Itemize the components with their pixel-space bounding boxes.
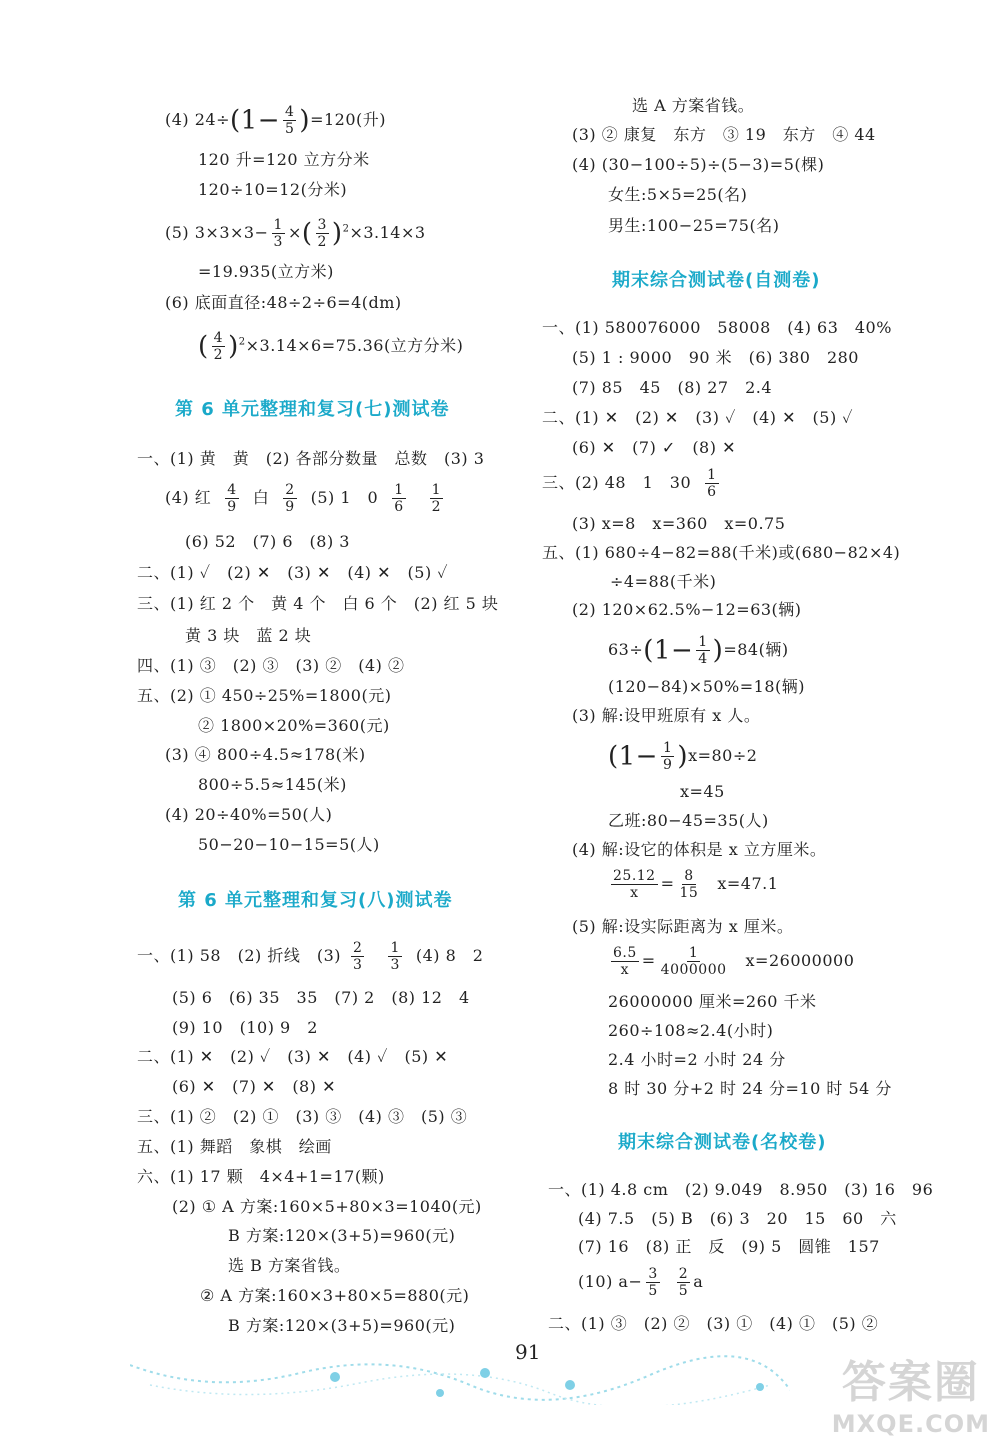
answer-line: (3) x=8 x=360 x=0.75: [572, 514, 786, 533]
fraction: $\frac{3}{5}$: [648, 1266, 658, 1299]
answer-line: B 方案:120×(3+5)=960(元): [228, 1226, 456, 1245]
decorative-wave: [130, 1345, 790, 1405]
page-number: 91: [515, 1340, 541, 1364]
answer-line: ② 1800×20%=360(元): [198, 716, 390, 735]
answer-line: (9) 10 (10) 9 2: [172, 1018, 318, 1037]
answer-line: (4) 解:设它的体积是 x 立方厘米。: [572, 840, 827, 859]
answer-line: (6) 底面直径:48÷2÷6=4(dm): [165, 293, 402, 312]
answer-line: 六、(1) 17 颗 4×4+1=17(颗): [137, 1167, 385, 1186]
answer-line: 五、(1) 舞蹈 象棋 绘画: [137, 1137, 332, 1156]
answer-line: 乙班:80−45=35(人): [608, 811, 769, 830]
answer-line: ( $\frac{4}{2}$ )$^2$×3.14×6=75.36(立方分米): [198, 330, 464, 363]
answer-line: 二、(1) ✓ (2) ✕ (3) ✕ (4) ✕ (5) ✓: [137, 563, 449, 582]
fraction: $\frac{8}{15}$: [679, 868, 699, 901]
answer-line: 26000000 厘米=260 千米: [608, 992, 817, 1011]
fraction: $\frac{1}{4}$: [698, 634, 708, 667]
answer-line: B 方案:120×(3+5)=960(元): [228, 1316, 456, 1335]
answer-line: 选 A 方案省钱。: [632, 96, 755, 115]
fraction: $\frac{6.5}{x}$: [613, 945, 637, 978]
answer-line: 三、(1) 红 2 个 黄 4 个 白 6 个 (2) 红 5 块: [137, 594, 499, 613]
fraction: $\frac{4}{2}$: [213, 330, 224, 363]
answer-line: 120 升=120 立方分米: [198, 150, 370, 169]
answer-line: 五、(1) 680÷4−82=88(千米)或(680−82×4): [542, 543, 901, 562]
answer-line: (4) 红 $\frac{4}{9}$ 白 $\frac{2}{9}$ (5) 1 0 $\frac{1}{6}$ $\frac{1}{2}$: [165, 482, 442, 515]
fraction: $\frac{1}{6}$: [394, 482, 404, 515]
fraction: $\frac{1}{6}$: [707, 467, 717, 500]
answer-line: (3) ④ 800÷4.5≈178(米): [165, 745, 366, 764]
fraction: $\frac{1}{2}$: [431, 482, 442, 515]
answer-line: (5) 3×3×3− $\frac{1}{3}$ ×( $\frac{3}{2}$ )$^2$×3.14×3: [165, 217, 426, 250]
answer-line: 800÷5.5≈145(米): [198, 775, 347, 794]
answer-line: (2) ① A 方案:160×5+80×3=1040(元): [172, 1197, 482, 1216]
answer-line: =19.935(立方米): [198, 262, 334, 281]
answer-line: (4) (30−100÷5)÷(5−3)=5(棵): [572, 155, 825, 174]
fraction: $\frac{4}{9}$: [227, 482, 237, 515]
answer-line: 63÷(1− $\frac{1}{4}$ )=84(辆): [608, 634, 789, 667]
section-title: 期末综合测试卷(自测卷): [612, 270, 821, 291]
answer-line: 50−20−10−15=5(人): [198, 835, 380, 854]
fraction: $\frac{1}{9}$: [662, 740, 673, 773]
watermark-logo: 答案圈 MXQE.COM: [831, 1357, 990, 1438]
answer-line: 女生:5×5=25(名): [608, 185, 748, 204]
answer-line: 一、(1) 58 (2) 折线 (3) $\frac{2}{3}$ $\frac{1}{3}$ (4) 8 2: [137, 940, 484, 973]
fraction: $\frac{1}{3}$: [273, 217, 283, 250]
section-title: 期末综合测试卷(名校卷): [618, 1132, 827, 1153]
answer-line: (5) 6 (6) 35 35 (7) 2 (8) 12 4: [172, 988, 470, 1007]
answer-line: (2) 120×62.5%−12=63(辆): [572, 600, 802, 619]
answer-line: (6) ✕ (7) ✕ (8) ✕: [172, 1077, 336, 1096]
answer-line: 选 B 方案省钱。: [228, 1256, 351, 1275]
answer-line: 五、(2) ① 450÷25%=1800(元): [137, 686, 392, 705]
answer-line: (7) 85 45 (8) 27 2.4: [572, 378, 773, 397]
answer-line: (3) ② 康复 东方 ③ 19 东方 ④ 44: [572, 125, 876, 144]
answer-line: (6) ✕ (7) ✓ (8) ✕: [572, 438, 736, 457]
answer-line: (10) a− $\frac{3}{5}$ $\frac{2}{5}$ a: [578, 1266, 704, 1299]
fraction: $\frac{2}{9}$: [285, 482, 295, 515]
answer-line: $\frac{25.12}{x}$ = $\frac{8}{15}$ x=47.1: [613, 868, 779, 901]
section-title: 第 6 单元整理和复习(七)测试卷: [175, 399, 450, 420]
answer-line: (6) 52 (7) 6 (8) 3: [185, 532, 350, 551]
answer-line: $\frac{6.5}{x}$ = $\frac{1}{4000000}$ x=26000000: [613, 945, 855, 978]
answer-line: (3) 解:设甲班原有 x 人。: [572, 706, 761, 725]
answer-line: x=45: [680, 782, 725, 801]
answer-line: 260÷108≈2.4(小时): [608, 1021, 774, 1040]
answer-line: 一、(1) 580076000 58008 (4) 63 40%: [542, 318, 892, 337]
answer-line: (1− $\frac{1}{9}$ )x=80÷2: [608, 740, 758, 773]
section-title: 第 6 单元整理和复习(八)测试卷: [178, 890, 453, 911]
answer-line: (4) 24÷(1− $\frac{4}{5}$ )=120(升): [165, 104, 387, 137]
answer-line: 2.4 小时=2 小时 24 分: [608, 1050, 786, 1069]
answer-line: 男生:100−25=75(名): [608, 216, 780, 235]
fraction: $\frac{4}{5}$: [285, 104, 295, 137]
answer-line: 二、(1) ✕ (2) ✕ (3) ✓ (4) ✕ (5) ✓: [542, 408, 854, 427]
fraction: $\frac{2}{5}$: [678, 1266, 689, 1299]
answer-line: 黄 3 块 蓝 2 块: [185, 626, 312, 645]
fraction: $\frac{3}{2}$: [317, 217, 327, 250]
answer-line: 一、(1) 黄 黄 (2) 各部分数量 总数 (3) 3: [137, 449, 485, 468]
answer-line: 二、(1) ③ (2) ② (3) ① (4) ① (5) ②: [548, 1314, 879, 1333]
answer-line: 三、(1) ② (2) ① (3) ③ (4) ③ (5) ③: [137, 1107, 468, 1126]
answer-line: 8 时 30 分+2 时 24 分=10 时 54 分: [608, 1079, 892, 1098]
answer-line: (5) 1 : 9000 90 米 (6) 380 280: [572, 348, 859, 367]
answer-line: 一、(1) 4.8 cm (2) 9.049 8.950 (3) 16 96: [548, 1180, 934, 1199]
answer-line: (5) 解:设实际距离为 x 厘米。: [572, 917, 794, 936]
answer-line: (7) 16 (8) 正 反 (9) 5 圆锥 157: [578, 1237, 880, 1256]
fraction: $\frac{1}{3}$: [390, 940, 400, 973]
answer-line: 120÷10=12(分米): [198, 180, 348, 199]
answer-line: ② A 方案:160×3+80×5=880(元): [200, 1286, 470, 1305]
answer-line: (4) 20÷40%=50(人): [165, 805, 333, 824]
answer-line: 三、(2) 48 1 30 $\frac{1}{6}$: [542, 467, 717, 500]
answer-line: 二、(1) ✕ (2) ✓ (3) ✕ (4) ✓ (5) ✕: [137, 1047, 449, 1066]
fraction: $\frac{2}{3}$: [353, 940, 363, 973]
answer-line: ÷4=88(千米): [610, 572, 717, 591]
fraction: $\frac{1}{4000000}$: [660, 945, 727, 978]
fraction: $\frac{25.12}{x}$: [613, 868, 656, 901]
answer-line: (120−84)×50%=18(辆): [608, 677, 806, 696]
answer-line: 四、(1) ③ (2) ③ (3) ② (4) ②: [137, 656, 405, 675]
answer-line: (4) 7.5 (5) B (6) 3 20 15 60 六: [578, 1209, 897, 1228]
